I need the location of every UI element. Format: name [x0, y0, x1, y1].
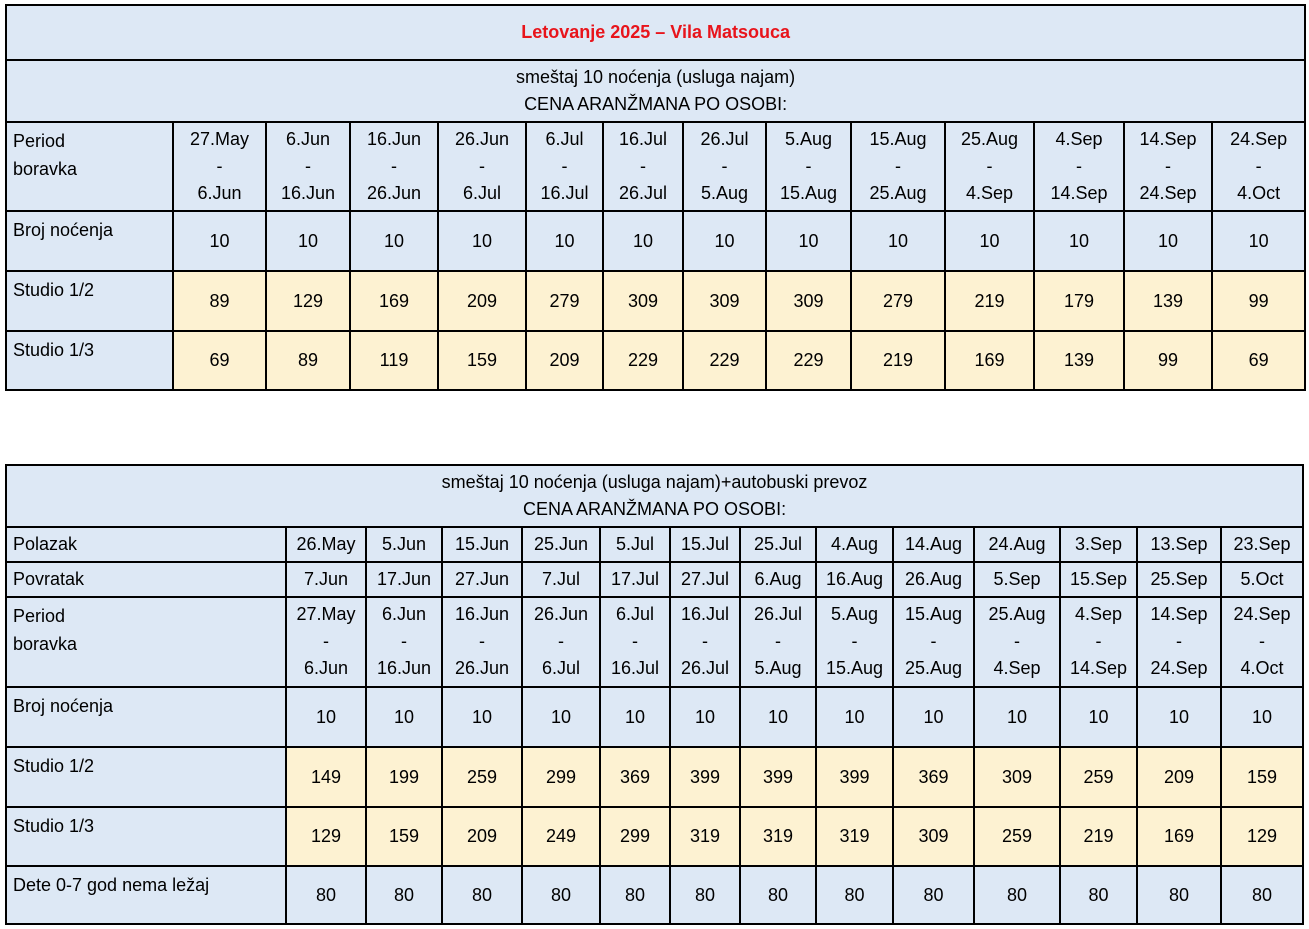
- period-dash: -: [851, 631, 858, 651]
- period-start: 15.Aug: [904, 604, 963, 624]
- period-label-line2: boravka: [13, 634, 78, 654]
- period-dash: -: [986, 156, 993, 176]
- price-cell: 319: [670, 807, 740, 866]
- period-end: 26.Jul: [618, 183, 668, 203]
- departure-date: 3.Sep: [1060, 527, 1137, 562]
- price-cell: 119: [350, 331, 438, 390]
- price-cell: 159: [366, 807, 442, 866]
- price-cell: 209: [526, 331, 603, 390]
- row-label: Studio 1/3: [6, 331, 173, 390]
- period-start: 5.Aug: [830, 604, 879, 624]
- period-end: 26.Jun: [454, 658, 510, 678]
- period-dash: -: [305, 156, 311, 176]
- period-dash: -: [1176, 631, 1182, 651]
- departure-row: [6, 527, 1303, 562]
- period-end: 26.Jul: [680, 658, 730, 678]
- period-start: 6.Jul: [615, 604, 655, 624]
- price-cell: 10: [522, 687, 600, 747]
- period-dash: -: [1259, 631, 1266, 651]
- price-cell: 309: [603, 271, 683, 331]
- price-cell: 80: [1060, 866, 1137, 924]
- price-cell: 10: [286, 687, 366, 747]
- period-dash: -: [479, 156, 485, 176]
- period-dash: -: [216, 156, 223, 176]
- period-dash: -: [1095, 631, 1102, 651]
- return-date: 7.Jul: [522, 562, 600, 597]
- period-cell: [816, 597, 893, 687]
- period-end: 5.Aug: [700, 183, 749, 203]
- price-cell: 399: [816, 747, 893, 807]
- period-cell: [851, 122, 945, 211]
- departure-date: 13.Sep: [1137, 527, 1221, 562]
- table1-subtitle: [6, 60, 1305, 122]
- period-end: 25.Aug: [869, 183, 927, 203]
- price-table-rental: [5, 4, 1306, 391]
- departure-date: 14.Aug: [893, 527, 974, 562]
- price-cell: 299: [600, 807, 670, 866]
- departure-date: 23.Sep: [1221, 527, 1303, 562]
- period-dash: -: [721, 156, 728, 176]
- price-cell: 279: [851, 271, 945, 331]
- row-label: Studio 1/2: [6, 747, 286, 807]
- price-cell: 179: [1034, 271, 1124, 331]
- period-start: 16.Jul: [680, 604, 730, 624]
- period-end: 4.Sep: [993, 658, 1041, 678]
- price-cell: 10: [1124, 211, 1212, 271]
- period-end: 16.Jul: [610, 658, 660, 678]
- period-end: 16.Jul: [540, 183, 589, 203]
- period-start: 6.Jul: [545, 129, 584, 149]
- price-row: [6, 747, 1303, 807]
- price-cell: 229: [766, 331, 851, 390]
- price-cell: 209: [1137, 747, 1221, 807]
- price-cell: 89: [266, 331, 350, 390]
- price-cell: 10: [266, 211, 350, 271]
- price-cell: 259: [442, 747, 522, 807]
- price-cell: 219: [851, 331, 945, 390]
- price-cell: 10: [766, 211, 851, 271]
- price-cell: 10: [173, 211, 266, 271]
- period-end: 14.Sep: [1050, 183, 1108, 203]
- price-cell: 399: [670, 747, 740, 807]
- period-start: 26.Jun: [533, 604, 589, 624]
- period-dash: -: [1165, 156, 1171, 176]
- price-cell: 80: [1221, 866, 1303, 924]
- period-dash: -: [930, 631, 937, 651]
- period-label-line2: boravka: [13, 159, 78, 179]
- return-date: 5.Oct: [1221, 562, 1303, 597]
- period-start: 4.Sep: [1055, 129, 1103, 149]
- period-dash: -: [1014, 631, 1020, 651]
- period-start: 6.Jun: [285, 129, 331, 149]
- period-cell: [893, 597, 974, 687]
- price-cell: 10: [740, 687, 816, 747]
- period-start: 24.Sep: [1233, 604, 1291, 624]
- period-dash: -: [805, 156, 812, 176]
- period-cell: [522, 597, 600, 687]
- departure-date: 24.Aug: [974, 527, 1060, 562]
- price-cell: 129: [286, 807, 366, 866]
- price-cell: 80: [442, 866, 522, 924]
- price-cell: 259: [974, 807, 1060, 866]
- price-cell: 10: [600, 687, 670, 747]
- period-cell: [286, 597, 366, 687]
- price-cell: 209: [442, 807, 522, 866]
- price-cell: 10: [683, 211, 766, 271]
- period-end: 15.Aug: [779, 183, 838, 203]
- period-end: 25.Aug: [904, 658, 963, 678]
- table2-subtitle: [6, 465, 1303, 527]
- departure-label: Polazak: [6, 527, 286, 562]
- period-cell: [1034, 122, 1124, 211]
- price-cell: 10: [1221, 687, 1303, 747]
- price-cell: 209: [438, 271, 526, 331]
- price-cell: 219: [945, 271, 1034, 331]
- price-cell: 10: [526, 211, 603, 271]
- price-cell: 369: [600, 747, 670, 807]
- period-start: 14.Sep: [1150, 604, 1208, 624]
- period-cell: [766, 122, 851, 211]
- departure-date: 15.Jul: [670, 527, 740, 562]
- price-cell: 10: [1137, 687, 1221, 747]
- period-start: 26.Jul: [753, 604, 803, 624]
- price-cell: 10: [1034, 211, 1124, 271]
- period-end: 6.Jul: [462, 183, 502, 203]
- period-dash: -: [702, 631, 708, 651]
- period-end: 14.Sep: [1069, 658, 1128, 678]
- price-cell: 299: [522, 747, 600, 807]
- price-cell: 80: [740, 866, 816, 924]
- period-dash: -: [479, 631, 485, 651]
- price-row: [6, 271, 1305, 331]
- return-date: 27.Jun: [442, 562, 522, 597]
- price-cell: 99: [1124, 331, 1212, 390]
- period-cell: [173, 122, 266, 211]
- period-start: 16.Jun: [454, 604, 510, 624]
- return-date: 25.Sep: [1137, 562, 1221, 597]
- period-end: 6.Jun: [197, 183, 242, 203]
- price-cell: 10: [851, 211, 945, 271]
- period-end: 24.Sep: [1150, 658, 1208, 678]
- price-cell: 149: [286, 747, 366, 807]
- row-label: Studio 1/3: [6, 807, 286, 866]
- price-cell: 80: [893, 866, 974, 924]
- return-date: 17.Jul: [600, 562, 670, 597]
- period-dash: -: [1076, 156, 1082, 176]
- period-label-line1: Period: [13, 131, 66, 151]
- price-cell: 169: [350, 271, 438, 331]
- period-dash: -: [323, 631, 329, 651]
- return-date: 16.Aug: [816, 562, 893, 597]
- price-cell: 159: [438, 331, 526, 390]
- period-start: 4.Sep: [1074, 604, 1123, 624]
- period-cell: [1137, 597, 1221, 687]
- price-cell: 309: [683, 271, 766, 331]
- price-cell: 129: [266, 271, 350, 331]
- period-cell: [670, 597, 740, 687]
- return-date: 6.Aug: [740, 562, 816, 597]
- price-cell: 10: [603, 211, 683, 271]
- period-label: [6, 122, 173, 211]
- return-date: 7.Jun: [286, 562, 366, 597]
- price-cell: 309: [974, 747, 1060, 807]
- price-cell: 169: [1137, 807, 1221, 866]
- price-cell: 10: [438, 211, 526, 271]
- price-cell: 80: [366, 866, 442, 924]
- period-start: 25.Aug: [988, 604, 1046, 624]
- period-cell: [603, 122, 683, 211]
- period-cell: [266, 122, 350, 211]
- price-cell: 399: [740, 747, 816, 807]
- period-cell: [1221, 597, 1303, 687]
- price-cell: 89: [173, 271, 266, 331]
- period-dash: -: [1255, 156, 1262, 176]
- period-start: 16.Jul: [618, 129, 668, 149]
- period-end: 26.Jun: [366, 183, 422, 203]
- period-dash: -: [561, 156, 568, 176]
- price-cell: 10: [670, 687, 740, 747]
- row-label: Dete 0-7 god nema ležaj: [6, 866, 286, 924]
- price-cell: 99: [1212, 271, 1305, 331]
- price-table-bus: [5, 464, 1304, 925]
- period-dash: -: [558, 631, 564, 651]
- price-cell: 80: [522, 866, 600, 924]
- period-cell: [442, 597, 522, 687]
- price-cell: 259: [1060, 747, 1137, 807]
- return-date: 26.Aug: [893, 562, 974, 597]
- price-cell: 309: [766, 271, 851, 331]
- departure-date: 25.Jun: [522, 527, 600, 562]
- period-start: 26.Jun: [454, 129, 510, 149]
- price-cell: 10: [945, 211, 1034, 271]
- price-cell: 80: [1137, 866, 1221, 924]
- period-end: 16.Jun: [280, 183, 336, 203]
- price-cell: 139: [1124, 271, 1212, 331]
- return-date: 15.Sep: [1060, 562, 1137, 597]
- period-end: 4.Sep: [965, 183, 1014, 203]
- price-cell: 80: [286, 866, 366, 924]
- return-date: 5.Sep: [974, 562, 1060, 597]
- price-cell: 80: [600, 866, 670, 924]
- departure-date: 5.Jun: [366, 527, 442, 562]
- price-cell: 369: [893, 747, 974, 807]
- period-end: 6.Jun: [303, 658, 349, 678]
- price-cell: 69: [1212, 331, 1305, 390]
- period-cell: [366, 597, 442, 687]
- period-start: 26.Jul: [700, 129, 749, 149]
- table1-subtitle-line2: CENA ARANŽMANA PO OSOBI:: [524, 94, 788, 114]
- period-end: 4.Oct: [1237, 183, 1281, 203]
- period-end: 15.Aug: [825, 658, 884, 678]
- period-dash: -: [401, 631, 407, 651]
- departure-date: 4.Aug: [816, 527, 893, 562]
- period-label: [6, 597, 286, 687]
- price-cell: 169: [945, 331, 1034, 390]
- departure-date: 15.Jun: [442, 527, 522, 562]
- price-cell: 139: [1034, 331, 1124, 390]
- price-cell: 10: [816, 687, 893, 747]
- price-cell: 249: [522, 807, 600, 866]
- price-cell: 229: [683, 331, 766, 390]
- price-cell: 80: [670, 866, 740, 924]
- price-cell: 80: [816, 866, 893, 924]
- return-label: Povratak: [6, 562, 286, 597]
- return-date: 27.Jul: [670, 562, 740, 597]
- price-cell: 69: [173, 331, 266, 390]
- period-cell: [1060, 597, 1137, 687]
- table1-period-row: [6, 122, 1305, 211]
- departure-date: 5.Jul: [600, 527, 670, 562]
- period-cell: [740, 597, 816, 687]
- period-end: 24.Sep: [1139, 183, 1197, 203]
- price-cell: 219: [1060, 807, 1137, 866]
- price-cell: 10: [1212, 211, 1305, 271]
- price-cell: 10: [1060, 687, 1137, 747]
- price-cell: 10: [350, 211, 438, 271]
- period-cell: [600, 597, 670, 687]
- table1-subtitle-line1: smeštaj 10 noćenja (usluga najam): [516, 67, 796, 87]
- row-label: Broj noćenja: [6, 211, 173, 271]
- price-cell: 199: [366, 747, 442, 807]
- period-dash: -: [391, 156, 397, 176]
- departure-date: 26.May: [286, 527, 366, 562]
- return-date: 17.Jun: [366, 562, 442, 597]
- period-cell: [1124, 122, 1212, 211]
- price-row: [6, 807, 1303, 866]
- price-cell: 10: [974, 687, 1060, 747]
- period-dash: -: [640, 156, 646, 176]
- table2-period-row: [6, 597, 1303, 687]
- period-end: 5.Aug: [754, 658, 802, 678]
- period-start: 16.Jun: [366, 129, 422, 149]
- period-start: 25.Aug: [960, 129, 1019, 149]
- period-start: 5.Aug: [784, 129, 833, 149]
- period-start: 27.May: [189, 129, 250, 149]
- period-end: 4.Oct: [1240, 658, 1284, 678]
- period-cell: [1212, 122, 1305, 211]
- period-cell: [526, 122, 603, 211]
- period-start: 27.May: [296, 604, 356, 624]
- period-dash: -: [775, 631, 781, 651]
- period-dash: -: [632, 631, 638, 651]
- price-cell: 309: [893, 807, 974, 866]
- period-end: 6.Jul: [541, 658, 581, 678]
- row-label: Studio 1/2: [6, 271, 173, 331]
- price-row: [6, 866, 1303, 924]
- period-cell: [683, 122, 766, 211]
- period-end: 16.Jun: [376, 658, 432, 678]
- period-cell: [350, 122, 438, 211]
- table2-subtitle-line2: CENA ARANŽMANA PO OSOBI:: [523, 499, 787, 519]
- price-cell: 319: [816, 807, 893, 866]
- departure-date: 25.Jul: [740, 527, 816, 562]
- period-start: 14.Sep: [1139, 129, 1197, 149]
- period-label-line1: Period: [13, 606, 66, 626]
- price-cell: 319: [740, 807, 816, 866]
- price-cell: 229: [603, 331, 683, 390]
- return-row: [6, 562, 1303, 597]
- price-cell: 129: [1221, 807, 1303, 866]
- price-row: [6, 331, 1305, 390]
- period-cell: [974, 597, 1060, 687]
- period-start: 15.Aug: [869, 129, 927, 149]
- price-cell: 279: [526, 271, 603, 331]
- row-label: Broj noćenja: [6, 687, 286, 747]
- price-row: [6, 211, 1305, 271]
- period-dash: -: [895, 156, 901, 176]
- page-title: Letovanje 2025 – Vila Matsouca: [6, 5, 1305, 60]
- price-cell: 10: [366, 687, 442, 747]
- table2-subtitle-line1: smeštaj 10 noćenja (usluga najam)+autobuski prevoz: [441, 472, 868, 492]
- price-cell: 10: [893, 687, 974, 747]
- price-cell: 10: [442, 687, 522, 747]
- price-cell: 80: [974, 866, 1060, 924]
- period-cell: [438, 122, 526, 211]
- period-cell: [945, 122, 1034, 211]
- price-row: [6, 687, 1303, 747]
- price-cell: 159: [1221, 747, 1303, 807]
- period-start: 24.Sep: [1230, 129, 1288, 149]
- period-start: 6.Jun: [381, 604, 427, 624]
